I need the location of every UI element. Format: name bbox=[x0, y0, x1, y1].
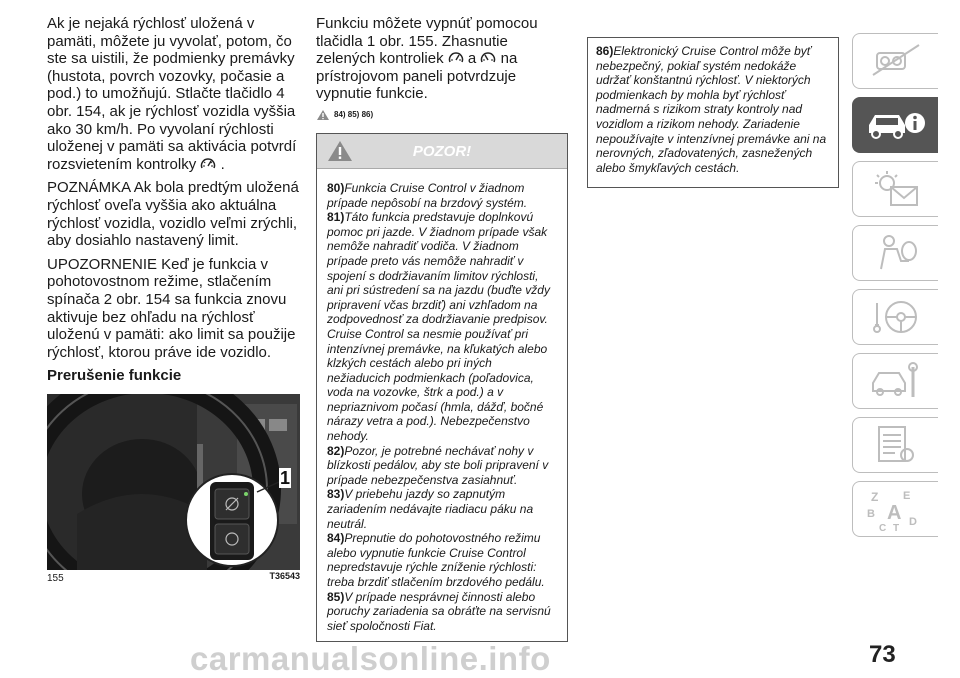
tab-technical-data[interactable] bbox=[852, 417, 938, 473]
tab-starting-driving[interactable] bbox=[852, 289, 938, 345]
svg-text:A: A bbox=[886, 502, 901, 524]
warning-box bbox=[316, 133, 568, 642]
airbag-safety-icon bbox=[867, 231, 925, 275]
warning-note-86: 86)Elektronický Cruise Control môže byť nebezpečný, pokiaľ systém nedokáže udržať konštantnú rýchlosť. V niektorých podmienkach by mohla byť rýchlosť nadmerná s rizikom straty kontroly nad vozidlom a rizikom nehody. Zariadenie nepoužívajte v intenzívnej premávke ani na nerovných, zľadovatených, zasnežených alebo šmykľavých cestách. bbox=[596, 44, 827, 175]
paragraph-disable-function bbox=[316, 15, 568, 103]
tab-car-info[interactable] bbox=[852, 97, 938, 153]
warning-notes bbox=[317, 169, 567, 641]
speed-limiter-indicator-icon bbox=[480, 51, 496, 64]
callout-number: 1 bbox=[280, 468, 291, 489]
watermark: carmanualsonline.info bbox=[190, 640, 551, 677]
paragraph-text-end: . bbox=[220, 155, 225, 173]
svg-text:T: T bbox=[892, 523, 899, 533]
warning-note-81: 81)Táto funkcia predstavuje doplnkovú pomoc pri jazde. V žiadnom prípade však nemôže nahradiť vodiča. V žiadnom prípade preto vás nemôže nahradiť v spojení s dodržiavaním limitov rýchlosti, ani pri sústredení sa na jazdu (buďte vždy pripravení včas brzdiť) ani vzhľadom na zodpovednosť za dodržiavanie predpisov. Cruise Control sa nesmie používať pri intenzívnej premávke, na kľukatých alebo klzkých cestách alebo pri iných nežiaducich podmienkach (poľadovica, voda na vozovke, štrk a pod.) a v nepriaznivom počasí (hmla, dážď, bočné nárazy vetra a pod.). Nebezpečenstvo nehody. bbox=[327, 210, 550, 444]
page-number: 73 bbox=[869, 641, 896, 668]
column-right bbox=[587, 37, 839, 188]
warning-note-83: 83)V priebehu jazdy so zapnutým zariadením nedávajte riadiacu páku na neutrál. bbox=[327, 487, 534, 531]
column-left bbox=[47, 15, 300, 584]
svg-text:C: C bbox=[878, 523, 886, 533]
paragraph-text: Funkciu môžete vypnúť pomocou tlačidla 1 obr. 155. Zhasnutie zelených kontroliek bbox=[316, 15, 538, 68]
paragraph-text: na prístrojovom paneli potvrdzuje vypnutie funkcie. bbox=[316, 50, 518, 103]
chapter-tabs bbox=[852, 33, 938, 545]
steering-wheel-photo bbox=[47, 394, 300, 570]
warning-lights-icon bbox=[867, 167, 925, 211]
warning-note-82: 82)Pozor, je potrebné nechávať nohy v blízkosti pedálov, aby ste boli pripravení v prípade nebezpečenstva zasiahnuť. bbox=[327, 443, 549, 487]
tab-warning-lights[interactable] bbox=[852, 161, 938, 217]
tab-index[interactable] bbox=[852, 481, 938, 537]
tab-service[interactable] bbox=[852, 353, 938, 409]
cruise-control-indicator-icon bbox=[200, 157, 216, 170]
paragraph-recall-speed bbox=[47, 15, 300, 173]
figure-code: T36543 bbox=[269, 571, 300, 582]
warning-references bbox=[316, 109, 568, 121]
svg-text:D: D bbox=[908, 516, 917, 528]
figure-caption bbox=[47, 573, 300, 584]
column-middle bbox=[316, 15, 568, 642]
figure-cruise-control-button bbox=[47, 394, 300, 570]
alphabetical-index-icon bbox=[865, 485, 927, 533]
warning-note-80: 80)Funkcia Cruise Control v žiadnom prípade nepôsobí na brzdový systém. bbox=[327, 180, 528, 210]
tab-dashboard[interactable] bbox=[852, 33, 938, 89]
references-text: 84) 85) 86) bbox=[334, 110, 374, 120]
car-service-icon bbox=[867, 359, 925, 403]
warning-title: POZOR! bbox=[412, 142, 472, 160]
warning-box-continued bbox=[587, 37, 839, 188]
technical-data-icon bbox=[867, 423, 925, 467]
paragraph-text: a bbox=[467, 50, 477, 68]
figure-number: 155 bbox=[47, 573, 64, 585]
warning-note-85: 85)V prípade nesprávnej činnosti alebo poruchy zariadenia sa obráťte na servisnú sieť spoločnosti Fiat. bbox=[327, 589, 551, 633]
paragraph-caution: UPOZORNENIE Keď je funkcia v pohotovostnom režime, stlačením spínača 2 obr. 154 sa funkcia znovu aktivuje bez ohľadu na rýchlosť uloženú v pamäti: ako limit sa použije rýchlosť, ktorou práve ide vozidlo. bbox=[47, 255, 296, 361]
warning-header bbox=[317, 134, 567, 169]
cruise-control-indicator-icon bbox=[448, 51, 464, 64]
car-info-icon bbox=[865, 105, 927, 145]
warning-note-84: 84)Prepnutie do pohotovostného režimu alebo vypnutie funkcie Cruise Control nepredstavuje rýchle zníženie rýchlosti: treba brzdiť stlačením brzdového pedálu. bbox=[327, 531, 545, 589]
tab-safety[interactable] bbox=[852, 225, 938, 281]
section-heading: Prerušenie funkcie bbox=[47, 367, 182, 385]
paragraph-text: Ak je nejaká rýchlosť uložená v pamäti, môžete ju vyvolať, potom, čo ste sa uistili, že podmienky premávky (hustota, povrch vozovky, počasie a pod.) to umožňujú. Stlačte tlačidlo 4 obr. 154, ak je rýchlosť vozidla vyššia ako 30 km/h. Po vyvolaní rýchlosti uloženej v pamäti sa aktivácia potvrdí rozsvietením kontrolky bbox=[47, 15, 297, 173]
steering-key-icon bbox=[867, 295, 925, 339]
svg-text:Z: Z bbox=[870, 490, 878, 504]
warning-triangle-icon bbox=[316, 109, 330, 121]
paragraph-note: POZNÁMKA Ak bola predtým uložená rýchlosť oveľa vyššia ako aktuálna rýchlosť vozidla, vozidlo veľmi zrýchli, aby dosiahlo nastavený limit. bbox=[47, 179, 299, 250]
car-dashboard-icon bbox=[867, 41, 925, 81]
svg-text:E: E bbox=[902, 490, 910, 502]
svg-text:B: B bbox=[866, 508, 875, 520]
